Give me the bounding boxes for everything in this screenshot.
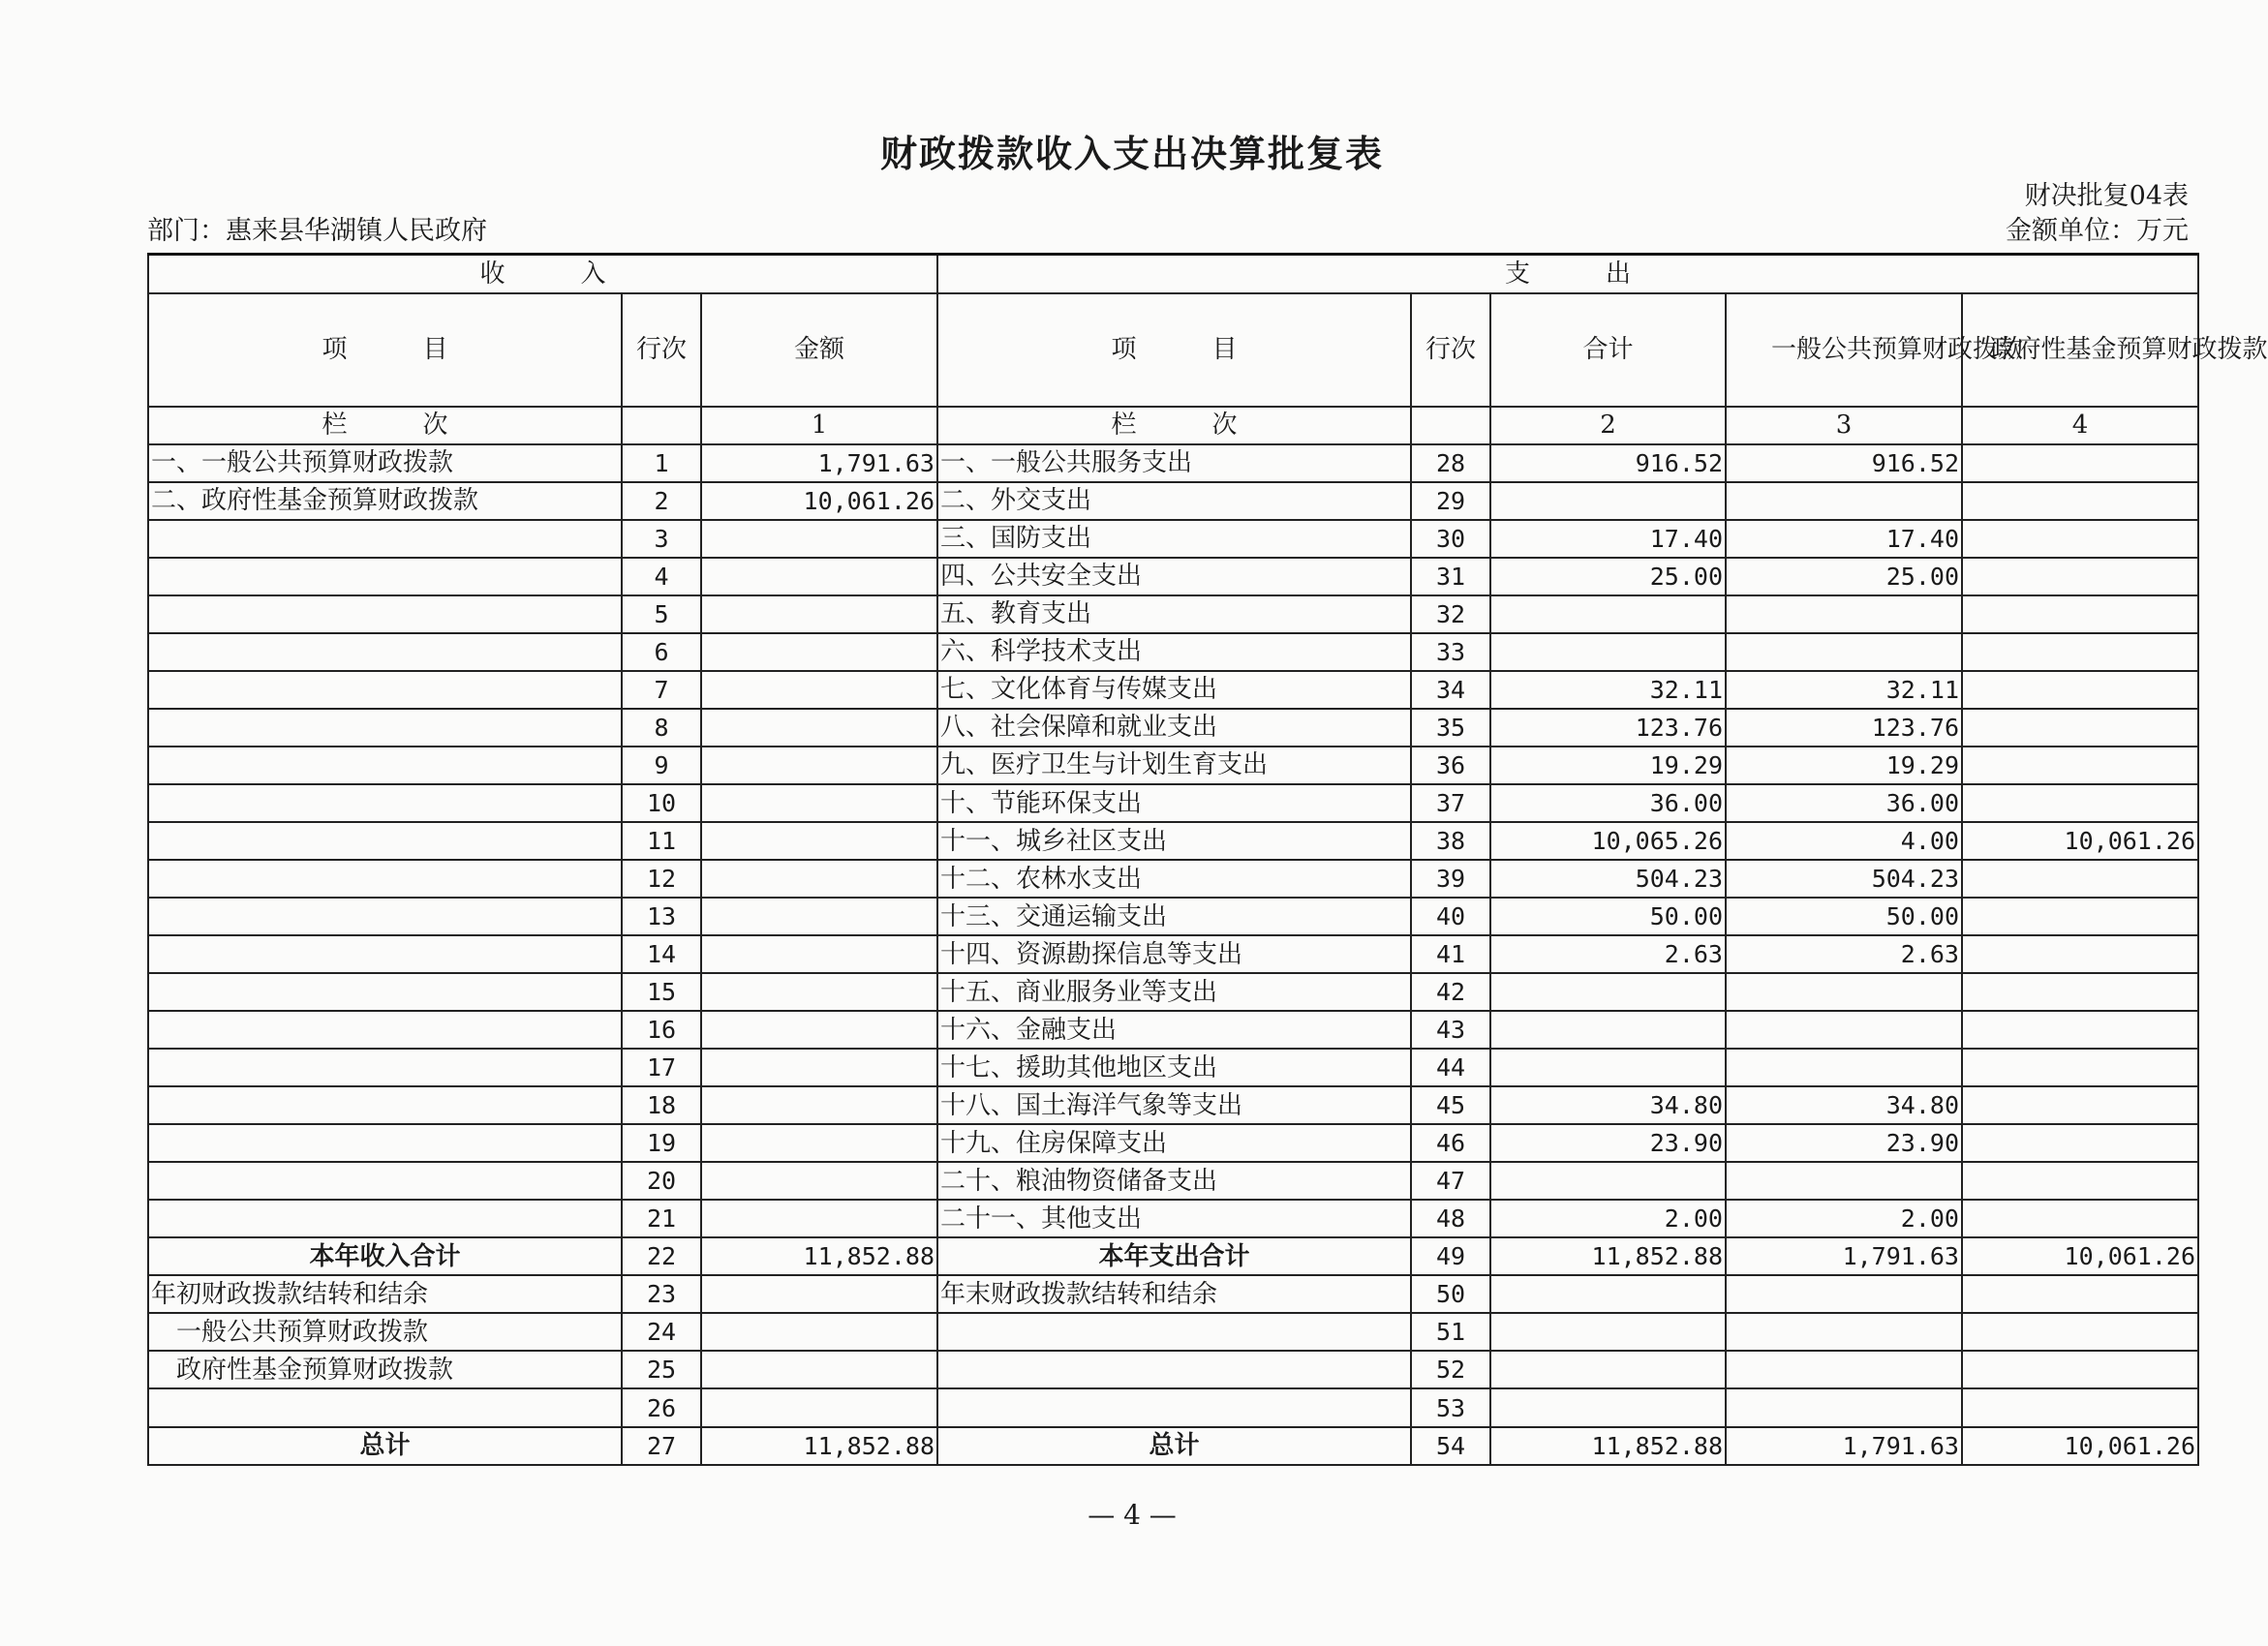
income-item-cell	[148, 935, 622, 973]
total-amount-cell: 34.80	[1490, 1086, 1726, 1124]
expense-item-header: 项 目	[937, 293, 1411, 407]
gov-fund-header	[1962, 293, 2268, 407]
expense-item-cell	[937, 1388, 1411, 1426]
expense-item-cell: 十五、商业服务业等支出	[937, 973, 1411, 1011]
general-budget-header-text: 一般公共预算财政拨款	[1771, 335, 2024, 365]
income-item-cell	[148, 671, 622, 709]
income-amount-cell	[701, 709, 937, 747]
expense-item-cell: 三、国防支出	[937, 520, 1411, 558]
gov-fund-cell	[1962, 595, 2198, 633]
general-budget-cell	[1726, 1313, 1962, 1351]
gov-fund-cell	[1962, 1162, 2198, 1200]
income-item-cell	[148, 860, 622, 898]
income-item-cell: 本年收入合计	[148, 1237, 622, 1275]
income-amount-cell	[701, 558, 937, 595]
general-budget-cell: 4.00	[1726, 822, 1962, 860]
general-budget-header	[1726, 293, 2024, 407]
total-amount-cell: 916.52	[1490, 444, 1726, 482]
table-row	[148, 1011, 2198, 1049]
income-row-no-cell: 11	[622, 822, 701, 860]
total-amount-cell	[1490, 1162, 1726, 1200]
expense-item-cell: 十六、金融支出	[937, 1011, 1411, 1049]
total-amount-cell	[1490, 1049, 1726, 1086]
income-amount-cell	[701, 1388, 937, 1426]
general-budget-cell: 34.80	[1726, 1086, 1962, 1124]
total-amount-cell: 36.00	[1490, 784, 1726, 822]
empty-cell	[1411, 407, 1490, 444]
total-amount-cell: 17.40	[1490, 520, 1726, 558]
total-amount-cell	[1490, 595, 1726, 633]
income-item-cell	[148, 1049, 622, 1086]
expense-row-no-cell: 39	[1411, 860, 1490, 898]
general-budget-cell: 23.90	[1726, 1124, 1962, 1162]
income-amount-cell	[701, 1049, 937, 1086]
section-header-row	[148, 255, 2198, 293]
form-code: 财决批复04表	[2024, 181, 2189, 211]
general-budget-cell	[1726, 482, 1962, 520]
gov-fund-cell	[1962, 784, 2198, 822]
total-amount-cell: 19.29	[1490, 747, 1726, 784]
expense-row-no-cell: 41	[1411, 935, 1490, 973]
total-amount-cell: 2.00	[1490, 1200, 1726, 1237]
gov-fund-cell	[1962, 633, 2198, 671]
expense-item-cell: 五、教育支出	[937, 595, 1411, 633]
expense-item-cell: 二十、粮油物资储备支出	[937, 1162, 1411, 1200]
expense-row-no-cell: 51	[1411, 1313, 1490, 1351]
table-row	[148, 482, 2198, 520]
document-title: 财政拨款收入支出决算批复表	[879, 133, 1384, 175]
income-amount-cell: 1,791.63	[701, 444, 937, 482]
income-item-cell	[148, 1011, 622, 1049]
table-row	[148, 671, 2198, 709]
gov-fund-cell	[1962, 558, 2198, 595]
income-item-cell	[148, 784, 622, 822]
table-row	[148, 1086, 2198, 1124]
income-row-no-cell: 23	[622, 1275, 701, 1313]
income-amount-cell	[701, 898, 937, 935]
gov-fund-cell	[1962, 973, 2198, 1011]
table-row	[148, 558, 2198, 595]
income-item-cell	[148, 1162, 622, 1200]
general-budget-cell: 36.00	[1726, 784, 1962, 822]
income-item-cell: 总计	[148, 1427, 622, 1465]
table-row	[148, 633, 2198, 671]
income-row-no-cell: 12	[622, 860, 701, 898]
general-budget-cell	[1726, 973, 1962, 1011]
gov-fund-cell	[1962, 520, 2198, 558]
expense-row-no-cell: 28	[1411, 444, 1490, 482]
general-budget-cell: 19.29	[1726, 747, 1962, 784]
expense-item-cell: 十、节能环保支出	[937, 784, 1411, 822]
general-budget-cell: 916.52	[1726, 444, 1962, 482]
gov-fund-cell	[1962, 860, 2198, 898]
income-row-no-cell: 27	[622, 1427, 701, 1465]
expense-row-no-cell: 31	[1411, 558, 1490, 595]
income-row-no-cell: 13	[622, 898, 701, 935]
col-3-label: 3	[1726, 407, 1962, 444]
income-amount-cell	[701, 784, 937, 822]
income-row-no-cell: 10	[622, 784, 701, 822]
expense-item-cell: 十九、住房保障支出	[937, 1124, 1411, 1162]
income-item-cell	[148, 709, 622, 747]
table-row	[148, 973, 2198, 1011]
total-amount-cell: 32.11	[1490, 671, 1726, 709]
income-amount-cell	[701, 973, 937, 1011]
table-row	[148, 1237, 2198, 1275]
table-row	[148, 1200, 2198, 1237]
expense-row-no-cell: 38	[1411, 822, 1490, 860]
page-number: — 4 —	[1088, 1499, 1177, 1531]
expense-row-no-header: 行次	[1411, 293, 1490, 407]
income-row-no-cell: 5	[622, 595, 701, 633]
income-row-no-cell: 20	[622, 1162, 701, 1200]
expense-row-no-cell: 49	[1411, 1237, 1490, 1275]
table-row	[148, 1388, 2198, 1426]
table-row	[148, 935, 2198, 973]
general-budget-cell: 123.76	[1726, 709, 1962, 747]
income-amount-cell	[701, 1351, 937, 1388]
general-budget-cell	[1726, 1275, 1962, 1313]
column-number-row	[148, 407, 2198, 444]
general-budget-cell: 32.11	[1726, 671, 1962, 709]
expense-item-cell: 十八、国土海洋气象等支出	[937, 1086, 1411, 1124]
gov-fund-cell	[1962, 1313, 2198, 1351]
total-amount-cell	[1490, 1351, 1726, 1388]
gov-fund-header-text: 政府性基金预算财政拨款	[1990, 335, 2268, 365]
expense-row-no-cell: 48	[1411, 1200, 1490, 1237]
col-2-label: 2	[1490, 407, 1726, 444]
income-amount-cell	[701, 860, 937, 898]
total-amount-cell	[1490, 1011, 1726, 1049]
expense-row-no-cell: 54	[1411, 1427, 1490, 1465]
expense-item-cell: 总计	[937, 1427, 1411, 1465]
income-amount-cell	[701, 1313, 937, 1351]
income-amount-cell	[701, 671, 937, 709]
income-row-no-cell: 18	[622, 1086, 701, 1124]
income-item-cell	[148, 558, 622, 595]
total-amount-cell: 11,852.88	[1490, 1237, 1726, 1275]
expense-item-cell: 一、一般公共服务支出	[937, 444, 1411, 482]
income-item-cell: 政府性基金预算财政拨款	[148, 1351, 622, 1388]
table-row	[148, 747, 2198, 784]
gov-fund-cell: 10,061.26	[1962, 822, 2198, 860]
total-amount-cell: 23.90	[1490, 1124, 1726, 1162]
income-amount-cell	[701, 520, 937, 558]
income-amount-cell	[701, 935, 937, 973]
income-amount-cell: 11,852.88	[701, 1427, 937, 1465]
general-budget-cell	[1726, 1011, 1962, 1049]
general-budget-cell: 17.40	[1726, 520, 1962, 558]
expense-row-no-cell: 52	[1411, 1351, 1490, 1388]
income-row-no-cell: 6	[622, 633, 701, 671]
income-row-no-cell: 16	[622, 1011, 701, 1049]
expense-row-no-cell: 40	[1411, 898, 1490, 935]
general-budget-cell: 50.00	[1726, 898, 1962, 935]
expense-item-cell: 八、社会保障和就业支出	[937, 709, 1411, 747]
department-label: 部门：惠来县华湖镇人民政府	[147, 216, 487, 246]
total-amount-cell	[1490, 1388, 1726, 1426]
income-row-no-cell: 15	[622, 973, 701, 1011]
income-amount-cell: 11,852.88	[701, 1237, 937, 1275]
general-budget-cell: 1,791.63	[1726, 1237, 1962, 1275]
total-header: 合计	[1490, 293, 1726, 407]
income-row-no-cell: 26	[622, 1388, 701, 1426]
income-row-no-cell: 22	[622, 1237, 701, 1275]
table-row	[148, 898, 2198, 935]
income-row-no-cell: 2	[622, 482, 701, 520]
total-amount-cell: 123.76	[1490, 709, 1726, 747]
income-row-no-cell: 25	[622, 1351, 701, 1388]
general-budget-cell: 1,791.63	[1726, 1427, 1962, 1465]
income-amount-cell	[701, 1124, 937, 1162]
gov-fund-cell	[1962, 935, 2198, 973]
expense-item-cell: 四、公共安全支出	[937, 558, 1411, 595]
expense-column-no-label: 栏 次	[937, 407, 1411, 444]
expense-row-no-cell: 33	[1411, 633, 1490, 671]
income-amount-cell	[701, 1275, 937, 1313]
expense-row-no-cell: 46	[1411, 1124, 1490, 1162]
expense-row-no-cell: 32	[1411, 595, 1490, 633]
expense-row-no-cell: 50	[1411, 1275, 1490, 1313]
expense-row-no-cell: 43	[1411, 1011, 1490, 1049]
appropriation-table	[147, 253, 2268, 1466]
gov-fund-cell	[1962, 898, 2198, 935]
income-item-cell: 二、政府性基金预算财政拨款	[148, 482, 622, 520]
expense-row-no-cell: 34	[1411, 671, 1490, 709]
income-row-no-cell: 9	[622, 747, 701, 784]
total-amount-cell: 50.00	[1490, 898, 1726, 935]
expense-row-no-cell: 35	[1411, 709, 1490, 747]
general-budget-cell	[1726, 633, 1962, 671]
total-amount-cell	[1490, 973, 1726, 1011]
expense-item-cell: 十四、资源勘探信息等支出	[937, 935, 1411, 973]
income-item-cell	[148, 633, 622, 671]
total-amount-cell: 504.23	[1490, 860, 1726, 898]
gov-fund-cell	[1962, 671, 2198, 709]
income-item-cell	[148, 1388, 622, 1426]
general-budget-cell	[1726, 1351, 1962, 1388]
col-1-label: 1	[701, 407, 937, 444]
income-amount-cell	[701, 747, 937, 784]
total-amount-cell: 25.00	[1490, 558, 1726, 595]
column-header-row	[148, 293, 2198, 407]
gov-fund-cell	[1962, 747, 2198, 784]
gov-fund-cell	[1962, 1275, 2198, 1313]
total-amount-cell: 11,852.88	[1490, 1427, 1726, 1465]
income-amount-cell	[701, 822, 937, 860]
general-budget-cell	[1726, 1388, 1962, 1426]
table-row	[148, 1124, 2198, 1162]
income-item-cell	[148, 747, 622, 784]
table-row	[148, 784, 2198, 822]
income-item-cell	[148, 520, 622, 558]
income-row-no-cell: 3	[622, 520, 701, 558]
expense-item-cell: 二、外交支出	[937, 482, 1411, 520]
expense-row-no-cell: 36	[1411, 747, 1490, 784]
income-item-cell	[148, 898, 622, 935]
total-amount-cell	[1490, 633, 1726, 671]
expense-item-cell: 六、科学技术支出	[937, 633, 1411, 671]
general-budget-cell: 2.00	[1726, 1200, 1962, 1237]
table-row	[148, 1049, 2198, 1086]
expense-row-no-cell: 42	[1411, 973, 1490, 1011]
gov-fund-cell	[1962, 444, 2198, 482]
expense-item-cell	[937, 1313, 1411, 1351]
gov-fund-cell	[1962, 1388, 2198, 1426]
table-row	[148, 595, 2198, 633]
table-row	[148, 1427, 2198, 1465]
total-amount-cell	[1490, 1275, 1726, 1313]
income-item-cell	[148, 1124, 622, 1162]
expense-section-header: 支 出	[937, 255, 2198, 293]
total-amount-cell: 2.63	[1490, 935, 1726, 973]
expense-row-no-cell: 29	[1411, 482, 1490, 520]
general-budget-cell	[1726, 595, 1962, 633]
table-row	[148, 1275, 2198, 1313]
expense-row-no-cell: 53	[1411, 1388, 1490, 1426]
income-section-header: 收 入	[148, 255, 937, 293]
income-item-cell	[148, 822, 622, 860]
amount-unit-label: 金额单位：万元	[2006, 216, 2189, 246]
income-item-cell	[148, 1086, 622, 1124]
expense-item-cell: 七、文化体育与传媒支出	[937, 671, 1411, 709]
income-column-no-label: 栏 次	[148, 407, 622, 444]
gov-fund-cell	[1962, 1011, 2198, 1049]
income-amount-header: 金额	[701, 293, 937, 407]
gov-fund-cell	[1962, 1200, 2198, 1237]
gov-fund-cell	[1962, 709, 2198, 747]
gov-fund-cell	[1962, 1124, 2198, 1162]
income-row-no-cell: 4	[622, 558, 701, 595]
total-amount-cell: 10,065.26	[1490, 822, 1726, 860]
expense-row-no-cell: 37	[1411, 784, 1490, 822]
income-row-no-cell: 1	[622, 444, 701, 482]
expense-item-cell: 九、医疗卫生与计划生育支出	[937, 747, 1411, 784]
table-row	[148, 520, 2198, 558]
gov-fund-cell: 10,061.26	[1962, 1427, 2198, 1465]
total-amount-cell	[1490, 1313, 1726, 1351]
gov-fund-cell	[1962, 1351, 2198, 1388]
expense-row-no-cell: 45	[1411, 1086, 1490, 1124]
income-row-no-cell: 24	[622, 1313, 701, 1351]
expense-item-cell: 十二、农林水支出	[937, 860, 1411, 898]
table-row	[148, 1351, 2198, 1388]
general-budget-cell: 25.00	[1726, 558, 1962, 595]
expense-item-cell: 年末财政拨款结转和结余	[937, 1275, 1411, 1313]
expense-item-cell: 二十一、其他支出	[937, 1200, 1411, 1237]
income-item-cell	[148, 1200, 622, 1237]
income-item-cell: 年初财政拨款结转和结余	[148, 1275, 622, 1313]
total-amount-cell	[1490, 482, 1726, 520]
table-row	[148, 444, 2198, 482]
general-budget-cell	[1726, 1049, 1962, 1086]
income-row-no-header: 行次	[622, 293, 701, 407]
table-row	[148, 1313, 2198, 1351]
table-row	[148, 822, 2198, 860]
gov-fund-cell	[1962, 482, 2198, 520]
income-amount-cell	[701, 633, 937, 671]
income-item-cell	[148, 973, 622, 1011]
income-row-no-cell: 17	[622, 1049, 701, 1086]
table-row	[148, 709, 2198, 747]
income-item-cell	[148, 595, 622, 633]
expense-item-cell: 十三、交通运输支出	[937, 898, 1411, 935]
income-amount-cell	[701, 1200, 937, 1237]
expense-row-no-cell: 30	[1411, 520, 1490, 558]
income-amount-cell	[701, 1086, 937, 1124]
income-row-no-cell: 19	[622, 1124, 701, 1162]
income-amount-cell	[701, 1011, 937, 1049]
income-row-no-cell: 21	[622, 1200, 701, 1237]
income-amount-cell	[701, 595, 937, 633]
expense-item-cell: 十七、援助其他地区支出	[937, 1049, 1411, 1086]
gov-fund-cell	[1962, 1049, 2198, 1086]
expense-row-no-cell: 47	[1411, 1162, 1490, 1200]
general-budget-cell: 504.23	[1726, 860, 1962, 898]
gov-fund-cell: 10,061.26	[1962, 1237, 2198, 1275]
income-item-header: 项 目	[148, 293, 622, 407]
expense-item-cell: 十一、城乡社区支出	[937, 822, 1411, 860]
income-row-no-cell: 14	[622, 935, 701, 973]
expense-row-no-cell: 44	[1411, 1049, 1490, 1086]
income-item-cell: 一、一般公共预算财政拨款	[148, 444, 622, 482]
income-amount-cell	[701, 1162, 937, 1200]
col-4-label: 4	[1962, 407, 2198, 444]
income-row-no-cell: 8	[622, 709, 701, 747]
general-budget-cell: 2.63	[1726, 935, 1962, 973]
general-budget-cell	[1726, 1162, 1962, 1200]
income-item-cell: 一般公共预算财政拨款	[148, 1313, 622, 1351]
gov-fund-cell	[1962, 1086, 2198, 1124]
table-row	[148, 1162, 2198, 1200]
income-row-no-cell: 7	[622, 671, 701, 709]
table-row	[148, 860, 2198, 898]
empty-cell	[622, 407, 701, 444]
income-amount-cell: 10,061.26	[701, 482, 937, 520]
expense-item-cell: 本年支出合计	[937, 1237, 1411, 1275]
expense-item-cell	[937, 1351, 1411, 1388]
